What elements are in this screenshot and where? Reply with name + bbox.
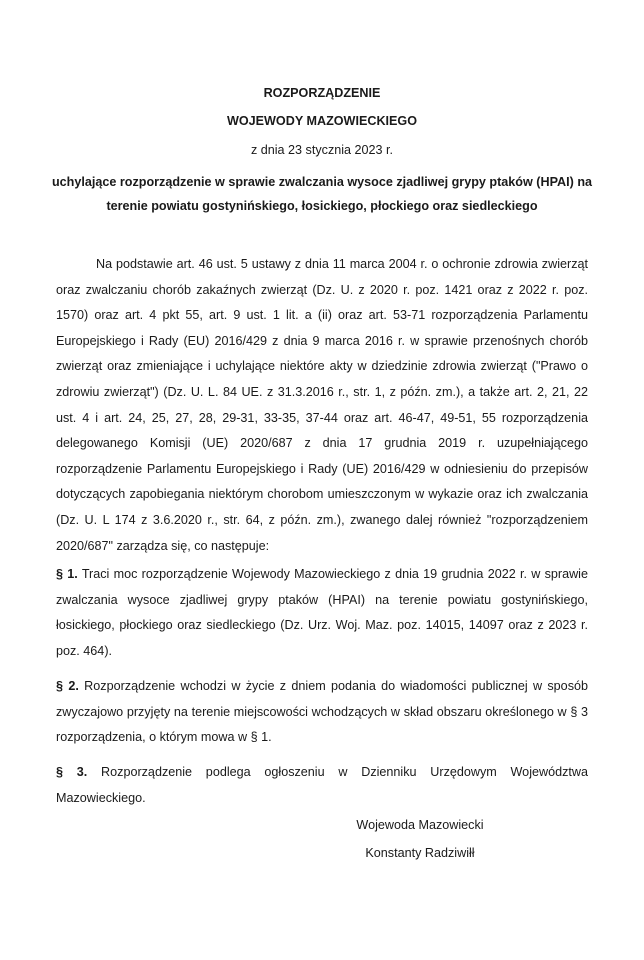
paragraph-1-marker: § 1. bbox=[56, 567, 78, 581]
preamble: Na podstawie art. 46 ust. 5 ustawy z dnia 11 marca 2004 r. o ochronie zdrowia zwierząt oraz zwalczaniu chorób zakaźnych zwierząt (Dz. U. z 2020 r. poz. 1421 oraz z 2022 r. poz. 1570) oraz art. 4 pkt 55, art. 9 ust. 1 lit. a (ii) oraz art. 53-71 rozporządzenia Parlamentu Europejskiego i Rady (EU) 2016/429 z dnia 9 marca 2016 r. w sprawie przenośnych chorób zwierząt oraz zmieniające i uchylające niektóre akty w dziedzinie zdrowia zwierząt ("Prawo o zdrowiu zwierząt") (Dz. U. L. 84 UE. z 31.3.2016 r., str. 1, z późn. zm.), a także art. 2, 21, 22 ust. 4 i art. 24, 25, 27, 28, 29-31, 33-35, 37-44 oraz art. 46-47, 49-51, 55 rozporządzenia delegowanego Komisji (UE) 2020/687 z dnia 17 grudnia 2019 r. uzupełniającego rozporządzenie Parlamentu Europejskiego i Rady (UE) 2016/429 w odniesieniu do przepisów dotyczących zapobiegania niektórym chorobom umieszczonym w wykazie oraz ich zwalczania (Dz. U. L 174 z 3.6.2020 r., str. 64, z późn. zm.), zwanego dalej również "rozporządzeniem 2020/687" zarządza się, co następuje: bbox=[56, 257, 588, 553]
paragraph-3-marker: § 3. bbox=[56, 765, 88, 779]
paragraph-3 bbox=[56, 760, 588, 811]
document-date: z dnia 23 stycznia 2023 r. bbox=[250, 143, 394, 157]
paragraph-3-text: Rozporządzenie podlega ogłoszeniu w Dzienniku Urzędowym Województwa Mazowieckiego. bbox=[56, 765, 588, 805]
paragraph-1 bbox=[56, 562, 588, 664]
paragraph-2-text: Rozporządzenie wchodzi w życie z dniem podania do wiadomości publicznej w sposób zwyczajowo przyjęty na terenie miejscowości wchodzących w skład obszaru określonego w § 3 rozporządzenia, o którym mowa w § 1. bbox=[56, 679, 588, 745]
signature-title: Wojewoda Mazowiecki bbox=[356, 818, 484, 832]
paragraph-2-marker: § 2. bbox=[56, 679, 79, 693]
issuing-authority: WOJEWODY MAZOWIECKIEGO bbox=[226, 114, 418, 128]
document-subject: uchylające rozporządzenie w sprawie zwalczania wysoce zjadliwej grypy ptaków (HPAI) na terenie powiatu gostynińskiego, łosickiego, płockiego oraz siedleckiego bbox=[51, 175, 593, 213]
document-title: ROZPORZĄDZENIE bbox=[263, 86, 381, 100]
signature-name: Konstanty Radziwiłł bbox=[365, 846, 475, 860]
paragraph-2 bbox=[56, 674, 588, 751]
paragraph-1-text: Traci moc rozporządzenie Wojewody Mazowieckiego z dnia 19 grudnia 2022 r. w sprawie zwalczania wysoce zjadliwej grypy ptaków (HPAI) na terenie powiatu gostynińskiego, łosickiego, płockiego oraz siedleckiego (Dz. Urz. Woj. Maz. poz. 14015, 14097 oraz z 2023 r. poz. 464). bbox=[56, 567, 588, 658]
